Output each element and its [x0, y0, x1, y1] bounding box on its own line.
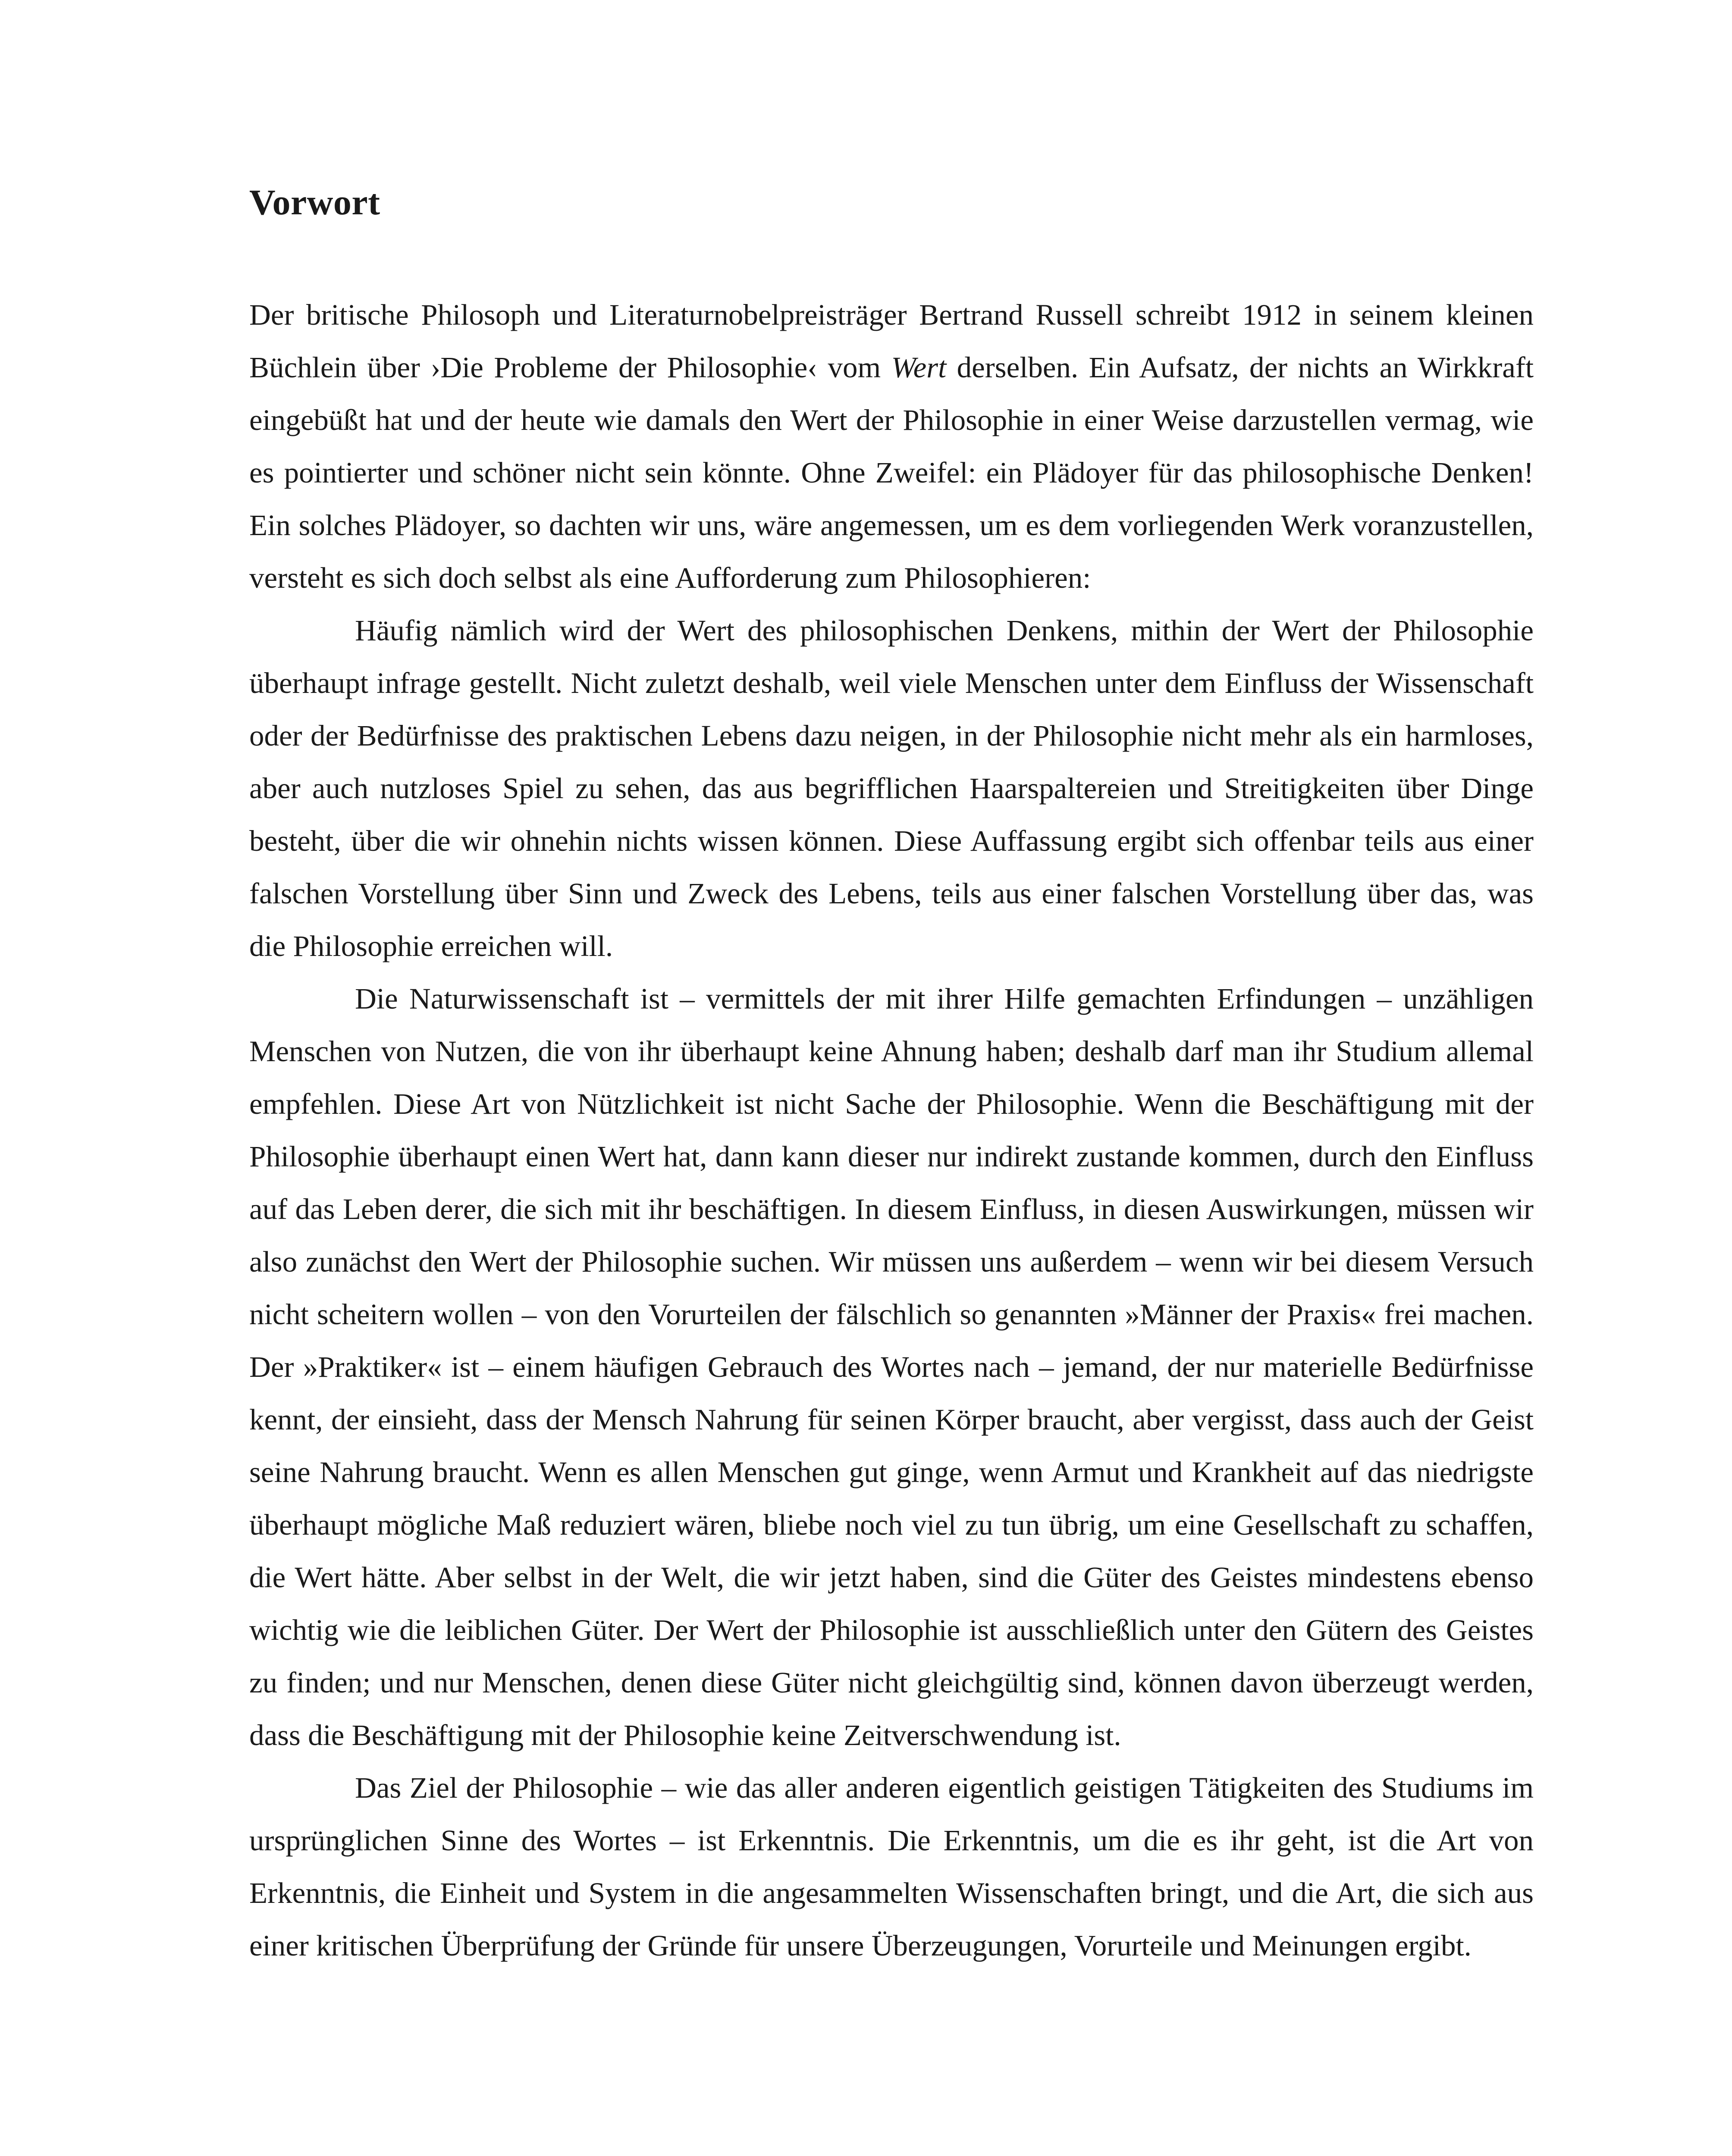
paragraph-2: Häufig nämlich wird der Wert des philosophischen Denkens, mithin der Wert der Philosophie überhaupt infrage gestellt. Nicht zuletzt deshalb, weil viele Menschen unter dem Einfluss der Wissenschaft oder der Bedürfnisse des praktischen Lebens dazu neigen, in der Philosophie nicht mehr als ein harmloses, aber auch nutzloses Spiel zu sehen, das aus begrifflichen Haarspaltereien und Streitigkeiten über Dinge besteht, über die wir ohnehin nichts wissen können. Diese Auffassung ergibt sich offenbar teils aus einer falschen Vorstellung über Sinn und Zweck des Lebens, teils aus einer falschen Vorstellung über das, was die Philosophie erreichen will.: [249, 614, 1534, 962]
paragraph-1: [249, 288, 1534, 604]
paragraph-4: Das Ziel der Philosophie – wie das aller anderen eigentlich geistigen Tätigkeiten des Studiums im ursprünglichen Sinne des Wortes – ist Erkenntnis. Die Erkenntnis, um die es ihr geht, ist die Art von Erkenntnis, die Einheit und System in die angesammelten Wissenschaften bringt, und die Art, die sich aus einer kritischen Überprüfung der Gründe für unsere Überzeugungen, Vorurteile und Meinungen ergibt.: [249, 1771, 1534, 1962]
paragraph-1-text-a: Der britische Philosoph und Literaturnobelpreisträger Bertrand Russell schreibt 1912 in seinem kleinen Büchlein über ›Die Probleme der Philosophie‹ vom: [249, 298, 1534, 384]
paragraph-1-text-b: derselben. Ein Aufsatz, der nichts an Wirkkraft eingebüßt hat und der heute wie damals den Wert der Philosophie in einer Weise darzustellen vermag, wie es pointierter und schöner nicht sein könnte. Ohne Zweifel: ein Plädoyer für das philosophische Denken! Ein solches Plädoyer, so dachten wir uns, wäre angemessen, um es dem vorliegenden Werk voranzustellen, versteht es sich doch selbst als eine Aufforderung zum Philosophieren:: [249, 351, 1534, 594]
page-title: Vorwort: [249, 182, 380, 222]
emphasis-wert: Wert: [891, 351, 947, 384]
paragraph-3: Die Naturwissenschaft ist – vermittels der mit ihrer Hilfe gemachten Erfindungen – unzähligen Menschen von Nutzen, die von ihr überhaupt keine Ahnung haben; deshalb darf man ihr Studium allemal empfehlen. Diese Art von Nützlichkeit ist nicht Sache der Philosophie. Wenn die Beschäftigung mit der Philosophie überhaupt einen Wert hat, dann kann dieser nur indirekt zustande kommen, durch den Einfluss auf das Leben derer, die sich mit ihr beschäftigen. In diesem Einfluss, in diesen Auswirkungen, müssen wir also zunächst den Wert der Philosophie suchen. Wir müssen uns außerdem – wenn wir bei diesem Versuch nicht scheitern wollen – von den Vorurteilen der fälschlich so genannten »Männer der Praxis« frei machen. Der »Praktiker« ist – einem häufigen Gebrauch des Wortes nach – jemand, der nur materielle Bedürfnisse kennt, der einsieht, dass der Mensch Nahrung für seinen Körper braucht, aber vergisst, dass auch der Geist seine Nahrung braucht. Wenn es allen Menschen gut ginge, wenn Armut und Krankheit auf das niedrigste überhaupt mögliche Maß reduziert wären, bliebe noch viel zu tun übrig, um eine Gesellschaft zu schaffen, die Wert hätte. Aber selbst in der Welt, die wir jetzt haben, sind die Güter des Geistes mindestens ebenso wichtig wie die leiblichen Güter. Der Wert der Philosophie ist ausschließlich unter den Gütern des Geistes zu finden; und nur Menschen, denen diese Güter nicht gleichgültig sind, können davon überzeugt werden, dass die Beschäftigung mit der Philosophie keine Zeitverschwendung ist.: [249, 982, 1534, 1752]
text-block: [249, 181, 1534, 1972]
